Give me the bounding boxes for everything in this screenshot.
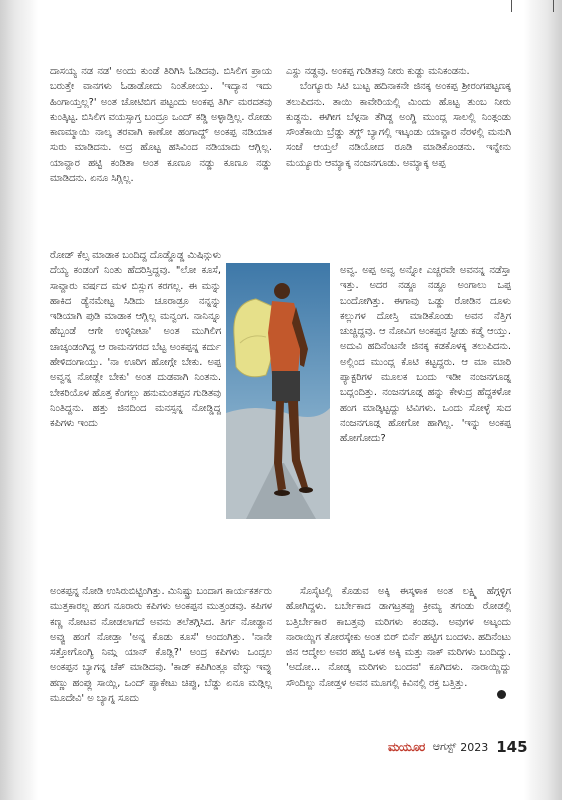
left-column-top bbox=[50, 64, 272, 186]
right-column-top bbox=[286, 64, 511, 171]
paragraph: ಅವ್ವ. ಅಪ್ಪ ಅವ್ವ ಅನ್ನೋ ಎಚ್ಚರವೇ ಅವನನ್ನ ನಡೆಸ್ತಾ ಇತ್ತು. ಅದರ ನಡ್ದೂ ನಡ್ದೂ ಅಂಗಾಲು ಒಪ್ಪ ಬಂದೋಗಿತ್ತು. ಈಗಾವು ಒಡ್ಡು ರೋಡಿನ ದೂಳು ಕಲ್ಲುಗಳ ದೋಸ್ತಿ ಮಾಡಿಕೊಂಡು ಅವನ ನೆತ್ತಿಗ ಚುಚ್ಚಿದ್ದವು. ಆ ನೋವಿಗ ಅಂಕಪ್ಪನ ಸ್ಟೀಡು ಕಡ್ಮೆ ಆಯ್ತು. ಅದುವಿ ಹದಿನೆಂಟನೇ ಜಿನಕ್ಕ ಕಡಕೊಳಕ್ಕ ತಲುಪಿದನು. ಅಲ್ಲಿಂದ ಮುಂದ್ಲ ಕೊಟಿ ಕಟ್ಟದ್ದರು. ಆ ಮಾ ಮಾರಿ ಪ್ಯಾಕ್ಟರಿಗಳ ಮೂಲಕ ಬಂದು ಇಡೀ ನಂಜನಗೂಡ್ನ ಬದ್ಲಂದಿತ್ತು. ನಂಜನಗೂಡ್ಗ ಹನ್ನು ಕೇಳುದ್ರ ಹೆದ್ದಕಳೋ ಹಂಗ ಮಾಡ್ಕಿಟ್ಟದ್ದು ಟಿವಿಗಳು. ಒಂದು ಸೋಳ್ಳೆ ಸುದ ನಂಜನಗೂಡ್ಗ ಹೋಗೋ ಹಾಗಿಲ್ಲ. 'ಇನ್ನು ಅಂಕಪ್ಪ ಹೋಗೋದು? bbox=[340, 265, 511, 445]
magazine-logo: ಮಯೂರ bbox=[388, 739, 425, 754]
page-number: 145 bbox=[496, 738, 528, 756]
walking-man-illustration bbox=[226, 263, 330, 519]
issue-year: 2023 bbox=[460, 740, 489, 754]
issue-month: ಆಗಸ್ಟ್ bbox=[432, 740, 457, 753]
left-column-bottom bbox=[50, 584, 272, 706]
paragraph: ಬೆಂಗ್ಯೂರು ಸಿಟಿ ಬುಟ್ಟ ಹದಿನಾಕನೇ ಜಿನಕ್ಕ ಅಂಕಪ್ಪ ಶ್ರೀರಂಗಪಟ್ಟಣಕ್ಕ ತಲುಪಿದನು. ತಾಯಿ ಕಾವೇರಿಯಲ್ಲಿ ಮಿಂದು ಹೊಟ್ಟ ತುಂಬ ನೀರು ಕುಡ್ದನು. ಈಗೀಗ ಬೆಳ್ಗನಾ ತೆಗಿಡ್ದ ಅಂಗ್ಡಿ ಮುಂದ್ಲ ಸಾಲಲ್ಲಿ ನಿಂತ್ಗಂಡು ಸೌಂತೆಕಾಯಿ ಬ್ರೆಡ್ಡು ತಗ್ದ್ ಬ್ಯಾಗಲ್ಲಿ ಇಟ್ಕಂಡು ಯಾವ್ದಾರ ನೆರಳಲ್ಲಿ ಮನುಗಿ ಸಂಜೆ ಆಯ್ತಲೆ ನಡಿಯೋದ ರೂಡಿ ಮಾಡಿಕೊಂಡನು. ಇನ್ನೇನು ಮಯ್ಯೂರು ಆಮ್ಯಾಕ್ಕ ನಂಜನಗೂಡು. ಅಮ್ಯಾಕ್ಕ ಅಪ್ಪ bbox=[286, 81, 511, 169]
paragraph: ದಾಸಯ್ಯ ನಡ ನಡ' ಅಂದು ಕುಂಡೆ ತಿರಿಗಿಸಿ ಓಡಿದವು. ಬಿಸಿಲಿಗ ಪ್ರಾಯ ಬರುತ್ತೇ ವಾನಗಳು ಓಡಾಡೋದು ನಿಂತೋಯ್ತು. 'ಇದ್ಯಾನ ಇದು ಹಿಂಗಾಯ್ತಲ್ಲ?' ಅಂತ ಚೋಟಿಬಿಗ ಪಟ್ಟಂದು ಅಂಕಪ್ಪ ತಿರ್ಗಿ ಮರದತವು ಕುಂತ್ಕಿಟ್ಟ. ಬಿಸಿಲಿಗ ವಯಸ್ಸಾಗ್ತ ಬಂದ್ರೂ ಒಂದ್ ಕಡ್ಡಿ ಅಳ್ಳಾಡ್ತಿಲ್ಲ. ರೋಡು ಕಾಣಮ್ಮಾಯಿ ನಾಲ್ಕ ತರವಾಗಿ ಕಾಣೋ ಹಂಗಾದ್ದ್ ಅಂಕಪ್ಪ ನಡಿಯಾಕ ಸುರು ಮಾಡಿದನು. ಅದ್ರ ಹೊಟ್ಟ ಹಸಿವಿಂದ ನಡಿಯಾದು ಆಗ್ಲಿಲ್ಲ. ಯಾವ್ದಾರ ಹಟ್ಟಿ ಕಂಡಿತಾ ಅಂತ ಕೂಣೂ ನಡ್ಡು ಕೂಣೂ ನಡ್ಡು ಮಾಡಿದನು. ಏನೂ ಸಿಗ್ಲಿಲ್ಲ. bbox=[50, 66, 272, 185]
paragraph: ಅಂಕಪ್ಪನ್ನ ನೋಡಿ ಉಸಿರುಬಿಟ್ಟಿಂಗಿತ್ತು. ಮಿನಿಷ್ಟ್ರು ಬಂದಾಗ ಕಾರ್ಯಕರ್ತರು ಮುತ್ತಕಾರಲ್ಲ ಹಂಗ ನೂರಾರು ಕಪಿಗಳು ಅಂಕಪ್ಪನ ಮುತ್ತಂಡವು. ಕಪಿಗಳ ಕಣ್ಣ ನೋಟವ ನೋಡಲಾಗದೆ ಅವನು ತಲೆತಗ್ಗಿಸಿದ. ತಿರ್ಗ ನೋಡ್ದಾನ ಅವ್ವು ಹಂಗೆ ನೋಡ್ತಾ 'ಅನ್ನ ಕೊಡು ಕೂಸೆ' ಅಂದಂಗಿತ್ತು. 'ನಾನೇ ಸತ್ತೋಗೊಂಗ್ಯಿ ನಿಮ್ಗ ಯಾನ್ ಕೊಡ್ಲಿ?' ಅಂದ್ರ ಕಪಿಗಳು ಒಂದ್ಸಲ ಅಂಕಪ್ಪನ ಬ್ಯಾಗನ್ನ ಚೆಕ್ ಮಾಡಿದವು. 'ಕಾಡ್ ಕಪಿಗಿಂತ್ಲೂ ವೇಸ್ಟು ಇವ್ನು ಹಣ್ಣು ಹಂಪ್ಲು ಸಾಯ್ಲಿ, ಒಂದ್ ಪ್ಯಾಕೇಟು ಚಿಪ್ಪು, ಬೆಡ್ಡು ಏನೂ ಮಡ್ಗಿಲ್ಲ ಮೂದೇವಿ' ಅ ಬ್ಯಾಗ್ನ ಸೂದು bbox=[50, 586, 272, 705]
page-shadow-left bbox=[0, 0, 38, 800]
right-column-bottom bbox=[286, 584, 511, 691]
end-of-article-bullet bbox=[497, 690, 506, 699]
left-column-mid bbox=[50, 248, 221, 432]
page-footer bbox=[388, 735, 528, 759]
paragraph: ಸೊಸೈಟಲ್ಲಿ ಕೊಡುವ ಅಕ್ಕಿ ಈಸ್ಕಳಾಕ ಅಂತ ಲಕ್ಷ್ಮಿ ಹೆಗ್ಗಳ್ಳಿಗ ಹೋಗಿದ್ದಳು. ಬರ್ಬೇಕಾದ ಡಾಗಟ್ರತಪ್ಪು ಕ್ರೀಮ್ಯ ತಗಂಡು ರೋಡಲ್ಲಿ ಬತ್ತಿರ್ಬೇಕಾರ ಕಾಬತ್ತವು ಮರಿಗಳು ಕಂಡವು. ಅವುಗಳ ಅಟ್ಕಂದು ನಾರಾಯ್ಣಿಗ ತೋರಸ್ಕೇಕು ಅಂತ ಬಿರ್ ಬಿರ್ನೆ ಹಟ್ಟಿಗ ಬಂದಳು. ಹದಿನೆಂಟು ಜಿನ ಆದ್ಮೇಲ ಅವರ ಹಟ್ಟಿ ಒಳಕ ಅಕ್ಕಿ ಮತ್ತು ನಾಕ್ ಮರಿಗಳು ಬಂದಿದ್ವು. 'ಅದೋ... ನೋಡ್ಕ ಮರಿಗಳು ಬಂದವ' ಕೂಗಿದಳು. ನಾರಾಯ್ಣಿದ್ದು ಸೌಂದಿಲ್ದು ನೋಡ್ತಳ ಅವನ ಮೂಗಲ್ಲಿ ಕಿವಿನಲ್ಲಿ ರಕ್ತ ಬತ್ತಿತ್ತು. bbox=[286, 586, 511, 689]
crop-mark bbox=[511, 0, 534, 12]
paragraph: ರೋಡ್ ಕೆಲ್ಸ ಮಾಡಾಕ ಬಂದಿದ್ದ ದೊಡ್ಡೊಡ್ಡ ಮಿಷಿನ್ಗುಳು ದೆಯ್ಯ ಕಂಡಂಗೆ ನಿಂತು ಹೆದರಿಸ್ತಿದ್ದವು. "ಲೋ ಕೂಸೆ, ಸಾವ್ದಾರು ವರ್ಷದ ಮಳ ಬಿಸ್ಲುಗ ಕರಗಲ್ಲ. ಈ ಮನ್ನು ಹಾಕಿದ ಡ್ಯೆನಮೇಟ್ಟ ಸಿಡಿದು ಚೂರಾಡ್ರೂ ನನ್ನನ್ನು ಇಡಿಯಾಗಿ ಪುಡಿ ಮಾಡಾಕ ಆಗ್ಲಿಲ್ಲ ಮನ್ವಂಗ. ನಾನಿನ್ನೂ ಹೆಬ್ಬಂಡೆ ಆಗೇ ಉಳ್ಕಿನೀಟಾ' ಅಂತ ಮುಗಿಲಿಗ ಚಾಚ್ಕಂಡಂಗಿದ್ದ ಆ ರಾಮನಗರದ ಬೆಟ್ಟ ಅಂಕಪ್ಪನ್ನ ಕರ್ದು ಹೇಳಿದಂಗಾಯ್ತು. 'ನಾ ಊರಿಗ ಹೋಗ್ಗೇ ಬೇಕು. ಅಪ್ಪ ಅವ್ವನ್ನ ನೋಡ್ಲೇ ಬೇಕು' ಅಂತ ದುಡವಾಗಿ ನಿಂತನು. ಬೇಕರಿಯೊಳ ಹೊತ್ತ ಕೆಂಗಲ್ಲು ಹನುಮಂತಪ್ಪನ ಗುಡಿತವು ನಿಂತಿದ್ದನು. ಹತ್ತು ಜಿನದಿಂದ ಮನಸ್ಸನ್ನ ನೋಡ್ಡಿದ್ದ ಕಪಿಗಳು ಇಂದು bbox=[50, 250, 221, 430]
right-column-mid bbox=[340, 263, 511, 447]
paragraph: ಎಸ್ದು ನಡ್ದವು. ಅಂಕಪ್ಪ ಗುಡಿತವು ನೀರು ಕುಡ್ದು ಮನಿಕಂಡನು. bbox=[286, 66, 470, 77]
crop-mark bbox=[553, 0, 554, 12]
page-shadow-right bbox=[524, 0, 562, 800]
